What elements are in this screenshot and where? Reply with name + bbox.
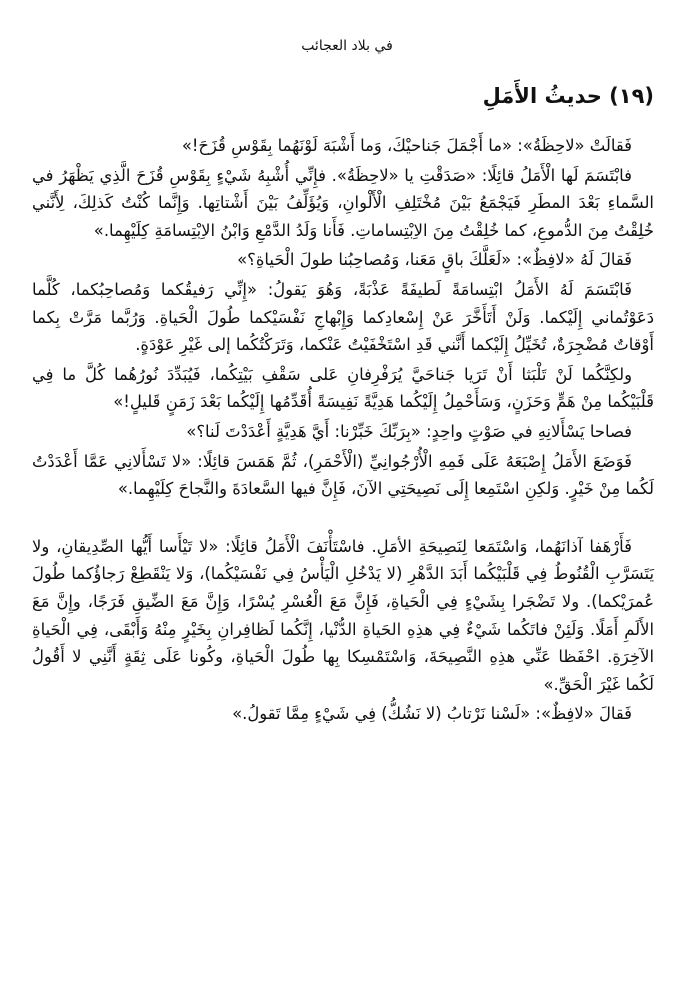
paragraph-8: فَأَرْهَفا آذانَهُما، وَاسْتَمَعا لِنَصِيحَةِ الأمَلِ. فاسْتَأْنَفَ الْأَمَلُ قائِلًا: «لا تَيْأَسا أَيُّها الصِّدِيقانِ، ولا يَتَسَرَّبِ الْقُنُوطُ فِي قَلْبَيْكُما أَبَدَ الدَّهْرِ (لا يَدْخُلِ الْيَأْسُ فِي نَفْسَيْكُما)، وَلا يَنْقَطِعْ رَجاؤُكما طُولَ عُمرَيْكما). ولا تَضْجَرا بِشَيْءٍ فِي الْحَياةِ، فَإِنَّ مَعَ الْعُسْرِ يُسْرًا، وَإِنَّ مَعَ الضِّيقِ فَرَجًا، وإِنَّ مَعَ الأَلَمِ أَمَلًا. وَلَئِنْ فاتَكُما شَيْءٌ فِي هذِهِ الحَياةِ الدُّنْيا، إِنَّكُما لَظافِرانِ بِخَيْرٍ مِنْهُ وَأَبْقَى، فِي الْحَياةِ الآخِرَةِ. احْفَظا عَنِّي هذِهِ النَّصِيحَةَ، وَاسْتَمْسِكا بِها طُولَ الْحَياةِ، وكُونا عَلَى ثِقَةٍ أَنَّنِي لا أَقُولُ لَكُما غَيْرَ الْحَقِّ.» — [32, 536, 654, 694]
paragraph-7: فَوَضَعَ الأَمَلُ إِصْبَعَهُ عَلَى فَمِهِ الْأُرْجُوانِيِّ (الْأَحْمَرِ)، ثُمَّ هَمَسَ قائِلًا: «لا تَسْأَلانِي عَمَّا أَعْدَدْتُ لَكُما مِنْ خَيْرٍ. وَلكِنِ اسْتَمِعا إِلَى نَصِيحَتِي الآنَ، فَإِنَّ فيها السَّعادَةَ والنَّجاحَ كِلَيْهِما.» — [32, 451, 654, 499]
paragraph-9: فَقالَ «لافِظٌ»: «لَسْنا نَرْتابُ (لا نَشُكُّ) فِي شَيْءٍ مِمَّا تَقولُ.» — [232, 704, 632, 724]
paragraph-1: فَقالَتْ «لاحِظَةُ»: «ما أَجْمَلَ جَناحيْكَ، وَما أَشْبَهَ لَوْنَهُما بِقَوْسِ قُزَحَ!» — [181, 136, 632, 155]
running-header: في بلاد العجائب — [301, 38, 393, 54]
paragraph-3: فَقالَ لَهُ «لافِظٌ»: «لَعَلَّكَ باقٍ مَعَنا، وَمُصاحِبُنا طولَ الْحَياةِ؟» — [237, 250, 632, 270]
section-gap — [32, 505, 654, 533]
paragraph-6: فصاحا يَسْأَلانِهِ في صَوْتٍ واحِدٍ: «بِرَبِّكَ خَبِّرْنا: أَيَّ هَدِيَّةٍ أَعْدَدْتَ لَنا؟» — [186, 421, 632, 441]
paragraph-2: فابْتَسَمَ لَها الْأَمَلُ قائِلًا: «صَدَقْتِ يا «لاحِظَةُ». فإِنِّي أُشْبِهُ شَيْءٍ بِقَوْسِ قُزَحَ الَّذِي يَظْهَرُ في السَّماءِ بَعْدَ المطَرِ فَيَجْمَعُ بَيْنَ مُخْتَلِفِ الْأَلْوانِ، وَيُؤَلِّفُ بَيْنَ أَشْتاتِها. وَإِنَّما كُنْتُ كَذلِكَ، لِأَنَّني خُلِقْتُ مِنَ الدُّموعِ، كما خُلِقْتُ مِنَ الاِبْتِساماتِ. فَأَنا وَلَدُ الدَّمْعِ وَابْنُ الاِبْتِسامَةِ كِلَيْهِما.» — [32, 165, 654, 240]
paragraph-4: فَابْتَسَمَ لَهُ الأَمَلُ ابْتِسامَةً لَطيفَةً عَذْبَةً، وَهُوَ يَقولُ: «إِنِّي رَفيقُكما وَمُصاحِبُكما، كُلَّما دَعَوْتُماني إِلَيْكما. وَلَنْ أَتَأَخَّرَ عَنْ إِسْعادِكما وَإِبْهاجِ نَفْسَيْكما طُولَ الْحَياةِ. وَرُبَّما مَرَّتْ بِكما أَوْقاتٌ مُضْجِرَةٌ، تُخَيِّلُ إِلَيْكما أَنَّني قَدِ اسْتَخْفَيْتُ عَنْكما، وَتَرَكْتُكُما إلى غَيْرِ عَوْدَةٍ. — [32, 279, 654, 355]
chapter-title: (١٩) حديثُ الأَمَلِ — [482, 84, 654, 108]
chapter-body — [32, 132, 654, 730]
paragraph-5: ولكِنَّكُما لَنْ تَلْبَثا أَنْ تَرَيا جَناحَيَّ يُرَفْرِفانِ عَلى سَقْفِ بَيْتِكُما، فَيُبَدِّدَ نُورُهُما كُلَّ ما فِي قَلْبَيْكُما مِنْ هَمٍّ وَحَزَنٍ، وَسَأَحْمِلُ إِلَيْكُما هَدِيَّةً نَفِيسَةً أُقَدِّمُها إِلَيْكُما بَعْدَ زَمَنٍ قَليلٍ!» — [32, 364, 654, 412]
